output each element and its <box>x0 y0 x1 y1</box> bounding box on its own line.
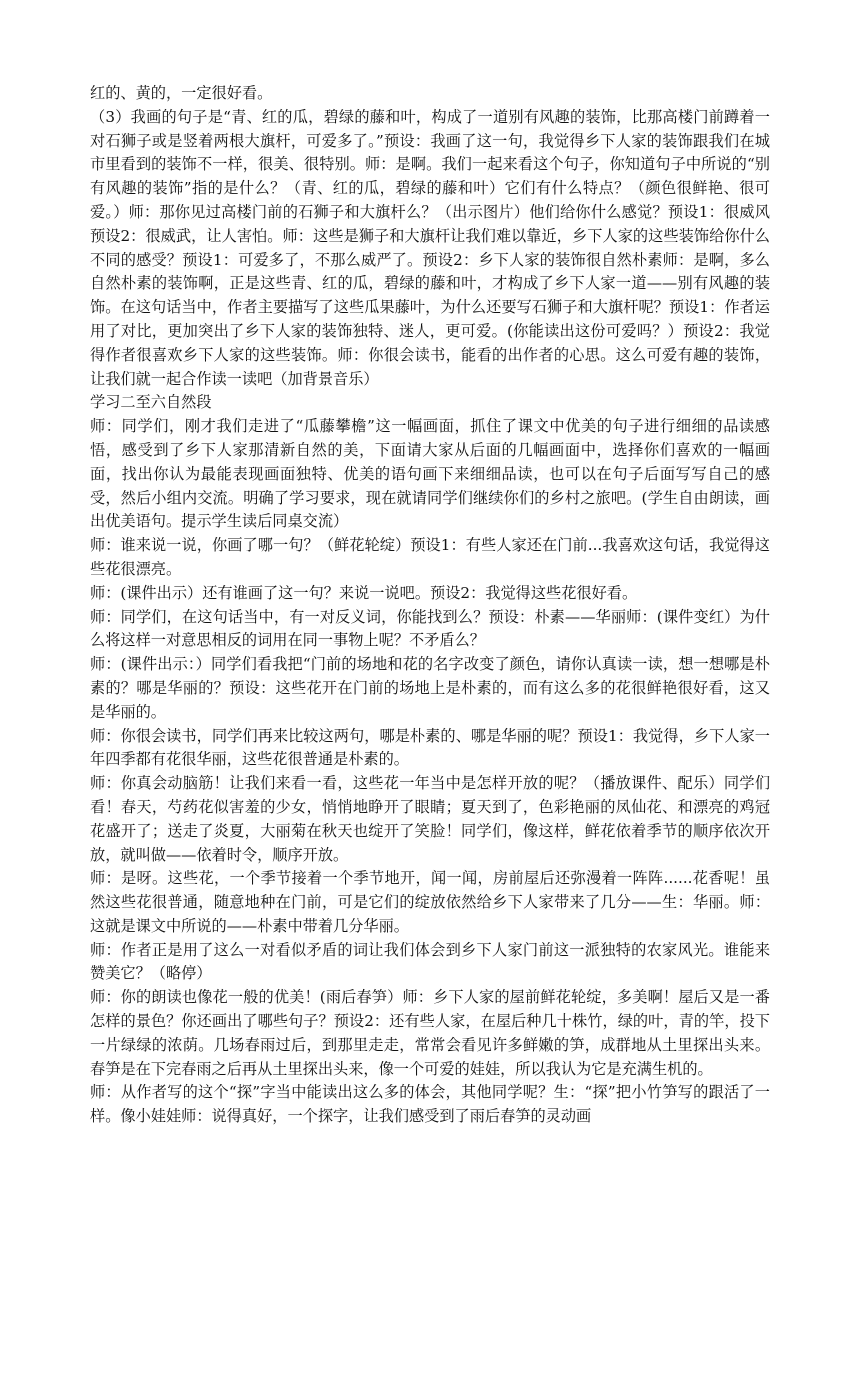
paragraph-explore: 师：从作者写的这个“探”字当中能读出这么多的体会，其他同学呢？生：“探”把小竹笋写的跟活了一样。像小娃娃师：说得真好，一个探字，让我们感受到了雨后春笋的灵动画 <box>90 1083 770 1126</box>
section-heading: 学习二至六自然段 <box>90 393 212 412</box>
paragraph-colors: 师：(课件出示：）同学们看我把“门前的场地和花的名字改变了颜色，请你认真读一读，想一想哪是朴素的？哪是华丽的？预设：这些花开在门前的场地上是朴素的，而有这么多的花很鲜艳很好看，这又是华丽的。 <box>90 655 770 721</box>
paragraph-seasons: 师：你真会动脑筋！让我们来看一看，这些花一年当中是怎样开放的呢？（播放课件、配乐）同学们看！春天，芍药花似害羞的少女，悄悄地睁开了眼睛；夏天到了，色彩艳丽的凤仙花、和漂亮的鸡冠花盛开了；送走了炎夏，大丽菊在秋天也绽开了笑脸！同学们，像这样，鲜花依着季节的顺序依次开放，就叫做——依着时令，顺序开放。 <box>90 774 770 864</box>
paragraph-continuation: 红的、黄的，一定很好看。 <box>90 84 273 102</box>
paragraph-bamboo: 师：你的朗读也像花一般的优美！(雨后春笋）师：乡下人家的屋前鲜花轮绽，多美啊！屋后又是一番怎样的景色？你还画出了哪些句子？预设2：还有些人家，在屋后种几十株竹，绿的叶，青的竿，投下一片绿绿的浓荫。几场春雨过后，到那里走走，常常会看见许多鲜嫩的笋，成群地从土里探出头来。春笋是在下完春雨之后再从土里探出头来，像一个可爱的娃娃，所以我认为它是充满生机的。 <box>90 988 770 1078</box>
paragraph-antonyms: 师：同学们，在这句话当中，有一对反义词，你能找到么？预设：朴素——华丽师：(课件变红）为什么将这样一对意思相反的词用在同一事物上呢？不矛盾么？ <box>90 607 770 650</box>
paragraph-teacher-intro: 师：同学们，刚才我们走进了“瓜藤攀檐”这一幅画面，抓住了课文中优美的句子进行细细的品读感悟，感受到了乡下人家那清新自然的美，下面请大家从后面的几幅画面中，选择你们喜欢的一幅画面，找出你认为最能表现画面独特、优美的语句画下来细细品读，也可以在句子后面写写自己的感受，然后小组内交流。明确了学习要求，现在就请同学们继续你们的乡村之旅吧。(学生自由朗读，画出优美语句。提示学生读后同桌交流） <box>90 417 770 531</box>
paragraph-flowers-1: 师：谁来说一说，你画了哪一句？（鲜花轮绽）预设1：有些人家还在门前...我喜欢这句话，我觉得这些花很漂亮。 <box>90 536 770 578</box>
paragraph-sentence-3: （3）我画的句子是“青、红的瓜，碧绿的藤和叶，构成了一道别有风趣的装饰，比那高楼门前蹲着一对石狮子或是竖着两根大旗杆，可爱多了。”预设：我画了这一句，我觉得乡下人家的装饰跟我们在城市里看到的装饰不一样，很美、很特别。师：是啊。我们一起来看这个句子，你知道句子中所说的“别有风趣的装饰”指的是什么？（青、红的瓜，碧绿的藤和叶）它们有什么特点？（颜色很鲜艳、很可爱。）师：那你见过高楼门前的石狮子和大旗杆么？（出示图片）他们给你什么感觉？预设1：很威风 预设2：很威武，让人害怕。师：这些是狮子和大旗杆让我们难以靠近，乡下人家的这些装饰给你什么不同的感受？预设1：可爱多了，不那么威严了。预设2：乡下人家的装饰很自然朴素师：是啊，多么自然朴素的装饰啊，正是这些青、红的瓜，碧绿的藤和叶，才构成了乡下人家一道——别有风趣的装饰。在这句话当中，作者主要描写了这些瓜果藤叶，为什么还要写石狮子和大旗杆呢？预设1：作者运用了对比，更加突出了乡下人家的装饰独特、迷人，更可爱。(你能读出这份可爱吗？）预设2：我觉得作者很喜欢乡下人家的这些装饰。师：你很会读书，能看的出作者的心思。这么可爱有趣的装饰，让我们就一起合作读一读吧（加背景音乐） <box>90 107 786 388</box>
paragraph-fragrance: 师：是呀。这些花，一个季节接着一个季节地开，闻一闻，房前屋后还弥漫着一阵阵......花香呢！虽然这些花很普通，随意地种在门前，可是它们的绽放依然给乡下人家带来了几分——生：华丽。师：这就是课文中所说的——朴素中带着几分华丽。 <box>90 869 770 935</box>
paragraph-compare: 师：你很会读书，同学们再来比较这两句，哪是朴素的、哪是华丽的呢？预设1：我觉得，乡下人家一年四季都有花很华丽，这些花很普通是朴素的。 <box>90 726 770 769</box>
paragraph-flowers-2: 师：(课件出示）还有谁画了这一句？来说一说吧。预设2：我觉得这些花很好看。 <box>90 583 638 602</box>
document-page <box>90 82 786 1129</box>
paragraph-praise: 师：作者正是用了这么一对看似矛盾的词让我们体会到乡下人家门前这一派独特的农家风光。谁能来赞美它？（略停） <box>90 940 770 983</box>
